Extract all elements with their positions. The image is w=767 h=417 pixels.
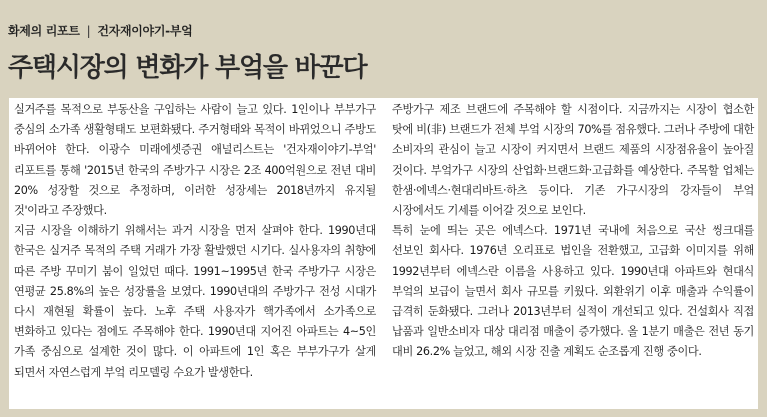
kicker-separator: | [86,24,91,38]
paragraph: 지금 시장을 이해하기 위해서는 과거 시장을 먼저 살펴야 한다. 1990년대 한국은 실거주 목적의 주택 거래가 가장 활발했던 시기다. 실사용자의 취향에 따른 주방 꾸미기 붐이 일었던 때다. 1991~1995년 한국 주방가구 시장은 연평균 25.8%의 높은 성장률을 보였다. 1990년대의 주방가구 전성 시대가 다시 재현될 확률이 높다. 노후 주택 사용자가 핵가족에서 소가족으로 변화하고 있다는 점에도 주목해야 한다. 1990년대 지어진 아파트는 4~5인 가족 중심으로 설계한 것이 많다. 이 아파트에 1인 혹은 부부가구가 살게 되면서 자연스럽게 부엌 리모델링 수요가 발생한다. [14,224,376,379]
article-body [9,98,758,409]
paragraph: 주방가구 제조 브랜드에 주목해야 할 시점이다. 지금까지는 시장이 협소한 탓에 비(非) 브랜드가 전체 부엌 시장의 70%를 점유했다. 그러나 주방에 대한 소비자의 관심이 늘고 시장이 커지면서 브랜드 제품의 시장점유율이 높아질 것이다. 부엌가구 시장의 산업화·브랜드화·고급화를 예상한다. 주목할 업체는 한샘·에넥스·현대리바트·하츠 등이다. 기존 가구시장의 강자들이 부엌 시장에서도 기세를 이어갈 것으로 보인다. [392,103,754,218]
right-column [392,100,754,363]
article-header [0,0,767,92]
paragraph: 실거주를 목적으로 부동산을 구입하는 사람이 늘고 있다. 1인이나 부부가구 중심의 소가족 생활형태도 보편화됐다. 주거형태와 목적이 바뀌었으니 주방도 바뀌어야 한다. 이광수 미래에셋증권 애널리스트는 '건자재이야기-부엌' 리포트를 통해 '2015년 한국의 주방가구 시장은 2조 400억원으로 전년 대비 20% 성장할 것으로 추정하며, 이러한 성장세는 2018년까지 유지될 것'이라고 주장했다. [14,103,376,218]
series-label: 건자재이야기-부엌 [97,24,193,38]
left-column [14,100,376,383]
section-label: 화제의 리포트 [8,24,80,38]
paragraph: 특히 눈에 띄는 곳은 에넥스다. 1971년 국내에 처음으로 국산 씽크대를 선보인 회사다. 1976년 오리표로 법인을 전환했고, 고급화 이미지를 위해 1992년부터 에넥스란 이름을 사용하고 있다. 1990년대 아파트와 현대식 부엌의 보급이 늘면서 회사 규모를 키웠다. 외환위기 이후 매출과 수익률이 급격히 둔화됐다. 그러나 2013년부터 실적이 개선되고 있다. 건설회사 직접 납품과 일반소비자 대상 대리점 매출이 증가했다. 올 1분기 매출은 전년 동기 대비 26.2% 늘었고, 해외 시장 진출 계획도 순조롭게 진행 중이다. [392,224,754,359]
article-headline: 주택시장의 변화가 부엌을 바꾼다 [8,53,367,83]
section-kicker [8,22,192,39]
